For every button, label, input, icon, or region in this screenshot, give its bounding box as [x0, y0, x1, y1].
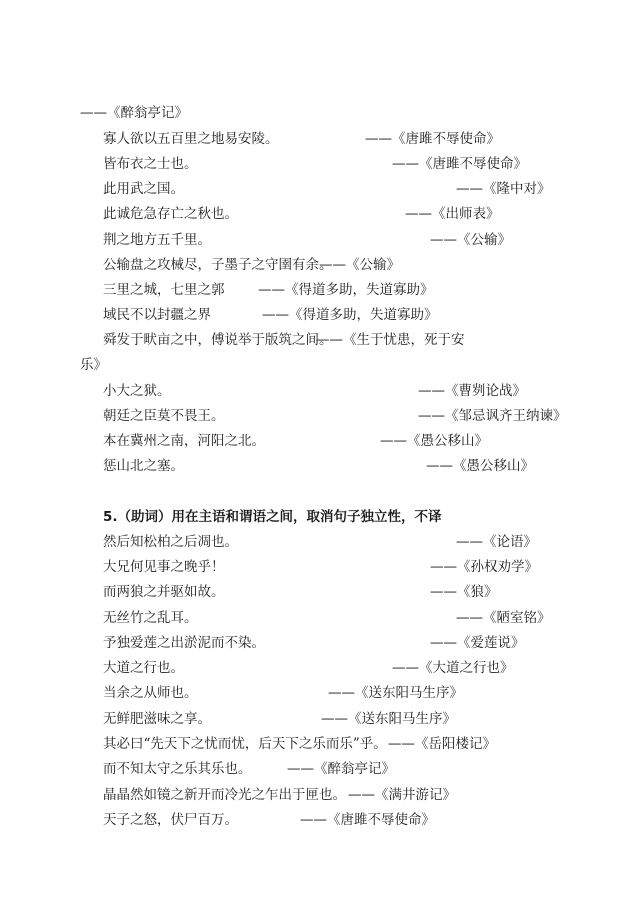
source-citation: ——《醉翁亭记》 — [80, 105, 188, 121]
example-sentence: 荆之地方五千里。 — [103, 232, 211, 248]
source-citation: ——《唐雎不辱使命》 — [300, 812, 435, 828]
source-citation: ——《隆中对》 — [456, 181, 551, 197]
source-citation: ——《大道之行也》 — [392, 660, 514, 676]
example-sentence: 此诚危急存亡之秋也。 — [103, 206, 238, 222]
example-sentence: 无鲜肥滋味之享。 — [103, 711, 211, 727]
example-sentence: 晶晶然如镜之新开而冷光之乍出于匣也。 — [103, 787, 346, 803]
source-citation: ——《出师表》 — [405, 206, 500, 222]
source-citation: ——《岳阳楼记》 — [388, 736, 496, 752]
example-sentence: 予独爱莲之出淤泥而不染。 — [103, 635, 265, 651]
example-sentence: 无丝竹之乱耳。 — [103, 610, 198, 626]
source-citation: ——《狼》 — [430, 584, 498, 600]
source-citation: ——《送东阳马生序》 — [321, 711, 456, 727]
example-sentence: 此用武之国。 — [103, 181, 184, 197]
source-citation: ——《愚公移山》 — [426, 458, 534, 474]
source-citation: ——《公输》 — [430, 232, 511, 248]
example-sentence: 三里之城，七里之郭 — [103, 282, 225, 298]
source-citation: ——《得道多助，失道寡助》 — [262, 307, 438, 323]
example-sentence: 本在冀州之南，河阳之北。 — [103, 433, 265, 449]
example-sentence: 惩山北之塞。 — [103, 458, 184, 474]
section-heading: 5.（助词）用在主语和谓语之间，取消句子独立性，不译 — [103, 509, 442, 525]
example-sentence: 当余之从师也。 — [103, 685, 198, 701]
example-sentence: 然后知松柏之后凋也。 — [103, 534, 238, 550]
example-sentence: 大兄何见事之晚乎！ — [103, 559, 225, 575]
example-sentence: 其必曰“先天下之忧而忧，后天下之乐而乐”乎。 — [103, 736, 387, 752]
source-citation: ——《公输》 — [319, 257, 400, 273]
example-sentence: 小大之狱。 — [103, 383, 171, 399]
source-citation: ——《曹刿论战》 — [418, 383, 526, 399]
example-sentence: 寡人欲以五百里之地易安陵。 — [103, 131, 279, 147]
example-sentence: 公输盘之攻械尽，子墨子之守圉有余。 — [103, 257, 333, 273]
source-citation: ——《唐雎不辱使命》 — [392, 156, 527, 172]
source-continuation: 乐》 — [80, 357, 107, 373]
example-sentence: 皆布衣之士也。 — [103, 156, 198, 172]
source-citation: ——《孙权劝学》 — [430, 559, 538, 575]
source-citation: ——《愚公移山》 — [380, 433, 488, 449]
example-sentence: 而不知太守之乐其乐也。 — [103, 761, 252, 777]
example-sentence: 天子之怒，伏尸百万。 — [103, 812, 238, 828]
source-citation: ——《生于忧患，死于安 — [316, 332, 465, 348]
source-citation: ——《唐雎不辱使命》 — [365, 131, 500, 147]
source-citation: ——《邹忌讽齐王纳谏》 — [418, 408, 567, 424]
example-sentence: 舜发于畎亩之中，傅说举于版筑之间。 — [103, 332, 333, 348]
source-citation: ——《醉翁亭记》 — [287, 761, 395, 777]
example-sentence: 域民不以封疆之界 — [103, 307, 211, 323]
source-citation: ——《满井游记》 — [348, 787, 456, 803]
example-sentence: 朝廷之臣莫不畏王。 — [103, 408, 225, 424]
source-citation: ——《得道多助，失道寡助》 — [258, 282, 434, 298]
source-citation: ——《陋室铭》 — [456, 610, 551, 626]
source-citation: ——《论语》 — [456, 534, 537, 550]
source-citation: ——《爱莲说》 — [430, 635, 525, 651]
example-sentence: 而两狼之并驱如故。 — [103, 584, 225, 600]
example-sentence: 大道之行也。 — [103, 660, 184, 676]
source-citation: ——《送东阳马生序》 — [328, 685, 463, 701]
